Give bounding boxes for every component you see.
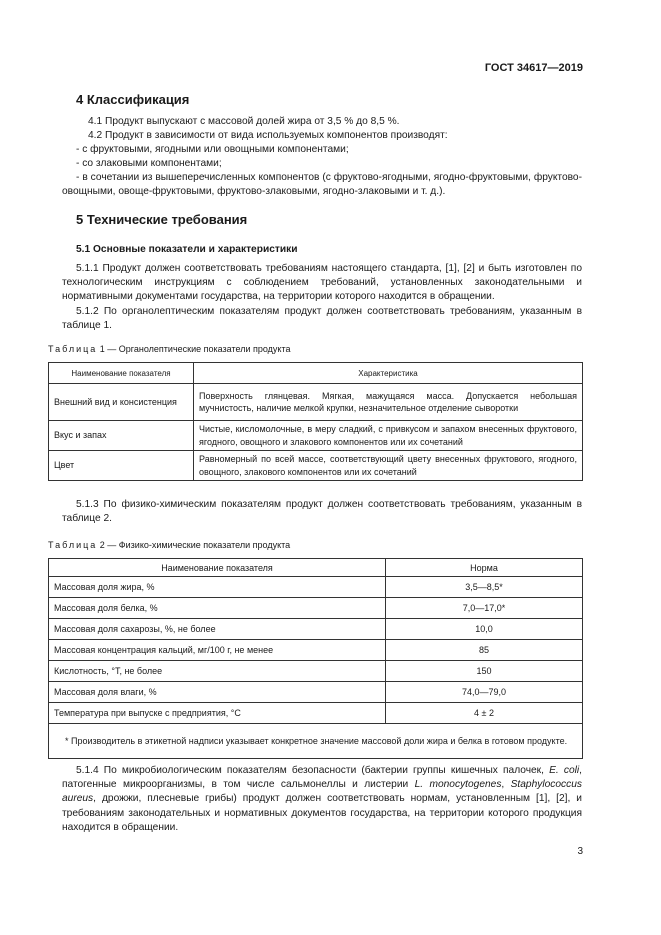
table-cell-name: Массовая доля белка, % — [49, 598, 386, 619]
table-2-caption-text: 2 — Физико-химические показатели продукта — [97, 540, 291, 550]
table-cell-value: Равномерный по всей массе, соответствующий цвету внесенных фруктового, ягодного, овощного, злакового компонентов или их сочетаний — [194, 451, 583, 481]
table-header-row — [49, 559, 583, 577]
table-header-cell: Наименование показателя — [49, 559, 386, 577]
table-header-cell: Характеристика — [194, 363, 583, 384]
table-cell-value: 4 ± 2 — [386, 703, 583, 724]
table-organoleptic — [48, 362, 583, 481]
table-cell-value: Чистые, кисломолочные, в меру сладкий, с привкусом и запахом внесенных фруктового, ягодного, овощного и злакового компонентов или их сочетаний — [194, 421, 583, 451]
term-staphylococcus: Staphylococcus aureus — [62, 779, 582, 805]
table-header-cell: Наименование показателя — [49, 363, 194, 384]
table-row — [49, 421, 583, 451]
para-5-1-4 — [62, 764, 582, 835]
para-4-2: 4.2 Продукт в зависимости от вида используемых компонентов производят: — [88, 130, 448, 141]
table-1-caption-text: 1 — Органолептические показатели продукта — [97, 344, 291, 354]
table-physicochemical — [48, 558, 583, 759]
table-cell-name: Массовая концентрация кальций, мг/100 г, не менее — [49, 640, 386, 661]
para-5-1-4-part-a: 5.1.4 По микробиологическим показателям безопасности (бактерии группы кишечных палочек, — [76, 765, 550, 776]
document-header-id: ГОСТ 34617—2019 — [484, 62, 583, 74]
para-5-1-4-part-b: , патогенные микроорганизмы, в том числе сальмонеллы и листерии — [62, 765, 582, 791]
table-cell-name: Массовая доля сахарозы, %, не более — [49, 619, 386, 640]
table-2-caption — [48, 540, 290, 550]
term-listeria: L. monocytogenes — [414, 779, 502, 791]
table-1-caption-word: Таблица — [48, 344, 98, 354]
bullet-cereal: - со злаковыми компонентами; — [76, 158, 222, 169]
table-header-row — [49, 363, 583, 384]
table-cell-name: Массовая доля жира, % — [49, 577, 386, 598]
table-cell-value: 7,0—17,0* — [386, 598, 583, 619]
table-cell-value: 85 — [386, 640, 583, 661]
table-cell-name: Вкус и запах — [49, 421, 194, 451]
table-cell-value: 3,5—8,5* — [386, 577, 583, 598]
subsection-5-1-title: 5.1 Основные показатели и характеристики — [76, 244, 298, 255]
table-cell-value: 150 — [386, 661, 583, 682]
table-row — [49, 384, 583, 421]
table-1-caption — [48, 344, 291, 354]
table-footnote: * Производитель в этикетной надписи указывает конкретное значение массовой доли жира и белка в готовом продукте. — [49, 724, 583, 759]
para-5-1-1: 5.1.1 Продукт должен соответствовать требованиям настоящего стандарта, [1], [2] и быть изготовлен по технологическим инструкциям с соблюдением требований, установленных законодательными и нормативными документами государства, на территории которого находится в обращении. — [62, 263, 582, 303]
table-cell-value: 74,0—79,0 — [386, 682, 583, 703]
table-row — [49, 640, 583, 661]
table-row — [49, 577, 583, 598]
table-cell-value: 10,0 — [386, 619, 583, 640]
table-cell-name: Кислотность, °Т, не более — [49, 661, 386, 682]
table-cell-value: Поверхность глянцевая. Мягкая, мажущаяся масса. Допускается небольшая мучнистость, наличие мелкой крупки, незначительное отделение сыворотки — [194, 384, 583, 421]
table-cell-name: Внешний вид и консистенция — [49, 384, 194, 421]
term-ecoli: E. coli — [549, 765, 580, 776]
table-footnote-row — [49, 724, 583, 759]
page-number: 3 — [577, 846, 583, 857]
para-4-1: 4.1 Продукт выпускают с массовой долей жира от 3,5 % до 8,5 %. — [88, 116, 400, 127]
para-5-1-2: 5.1.2 По органолептическим показателям продукт должен соответствовать требованиям, указанным в таблице 1. — [62, 306, 582, 332]
table-row — [49, 598, 583, 619]
table-cell-name: Цвет — [49, 451, 194, 481]
bullet-fruit: - с фруктовыми, ягодными или овощными компонентами; — [76, 144, 349, 155]
para-5-1-4-part-c: , — [501, 779, 511, 791]
table-cell-name: Массовая доля влаги, % — [49, 682, 386, 703]
table-cell-name: Температура при выпуске с предприятия, °С — [49, 703, 386, 724]
para-5-1-3: 5.1.3 По физико-химическим показателям продукт должен соответствовать требованиям, указанным в таблице 2. — [62, 499, 582, 525]
table-header-cell: Норма — [386, 559, 583, 577]
para-5-1-4-part-d: , дрожжи, плесневые грибы) продукт должен соответствовать нормам, установленным [1], [2], и требованиям законодательных и нормативных документов государства, на территории которого продукция находится в обращении. — [62, 793, 582, 833]
table-row — [49, 661, 583, 682]
bullet-combined: - в сочетании из вышеперечисленных компонентов (с фруктово-ягодными, ягодно-фруктовыми, фруктово-овощными, овоще-фруктовыми, фруктово-злаковыми, ягодно-злаковыми и т. д.). — [62, 172, 582, 198]
section-5-title: 5 Технические требования — [76, 212, 248, 227]
table-row — [49, 619, 583, 640]
table-row — [49, 682, 583, 703]
table-2-caption-word: Таблица — [48, 540, 98, 550]
table-row — [49, 703, 583, 724]
section-4-title: 4 Классификация — [76, 92, 190, 107]
table-row — [49, 451, 583, 481]
